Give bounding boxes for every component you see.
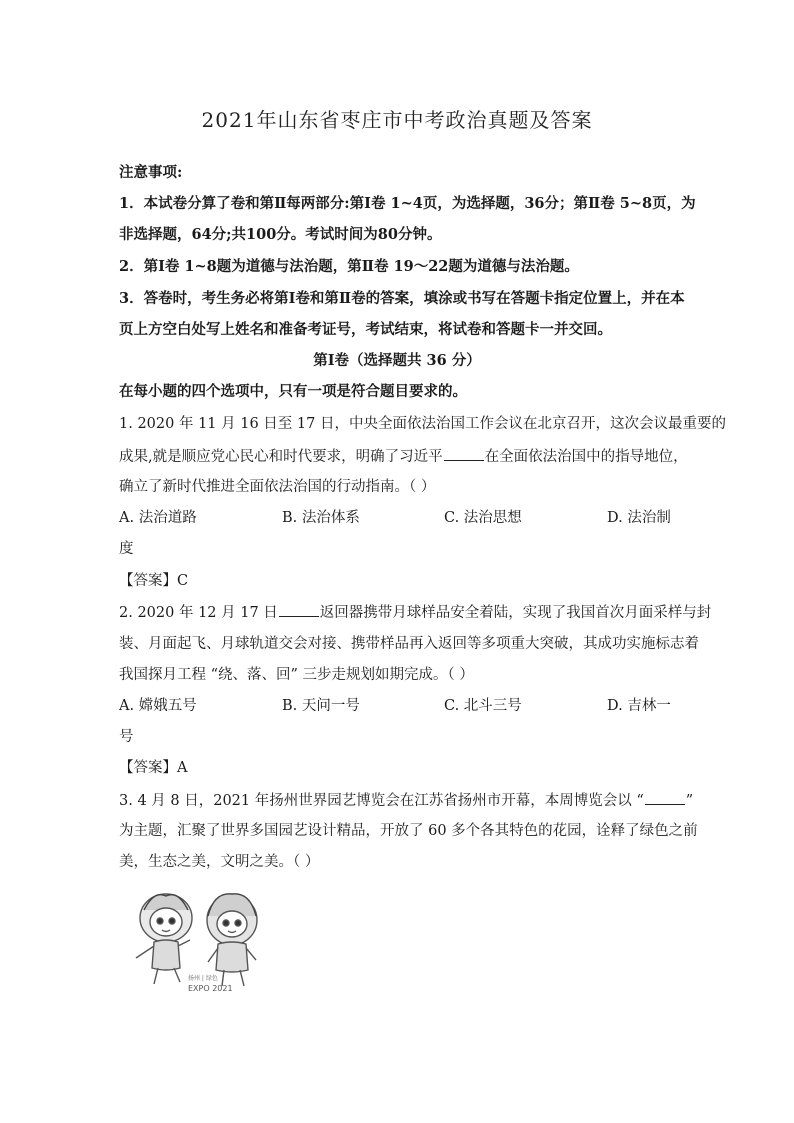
q2-answer: 【答案】A: [119, 760, 188, 776]
q2-option-b: B. 天问一号: [282, 698, 360, 714]
q1-line-3: 确立了新时代推进全面依法治国的行动指南。（ ）: [119, 479, 436, 495]
q1-option-c: C. 法治思想: [444, 510, 522, 526]
notice-3-line-2: 页上方空白处写上姓名和准备考证号，考试结束，将试卷和答题卡一并交回。: [119, 321, 612, 338]
q2-line-1-pre: 2. 2020 年 12 月 17 日: [119, 605, 278, 621]
q3-line-1: [119, 790, 694, 811]
q3-blank: [645, 790, 685, 805]
q3-line-3: 美，生态之美，文明之美。（ ）: [119, 854, 320, 870]
q1-line-2: [119, 446, 688, 467]
q1-blank: [444, 446, 484, 461]
q2-option-c: C. 北斗三号: [444, 698, 522, 714]
section-title: 第Ⅰ卷（选择题共 36 分）: [313, 352, 481, 369]
notice-1-line-1: 1．本试卷分算了卷和第Ⅱ每两部分:第Ⅰ卷 1~4页，为选择题，36分；第Ⅱ卷 5~8页，为: [119, 195, 696, 212]
mascot-right: [207, 894, 257, 986]
q1-line-1: 1. 2020 年 11 月 16 日至 17 日，中央全面依法治国工作会议在北京召开，这次会议最重要的: [119, 416, 726, 432]
section-instruction: 在每小题的四个选项中，只有一项是符合题目要求的。: [119, 383, 467, 400]
q2-blank: [279, 602, 319, 617]
q2-line-1-post: 返回器携带月球样品安全着陆，实现了我国首次月面采样与封: [319, 605, 712, 621]
q2-option-d: D. 吉林一: [607, 698, 671, 714]
mascot-caption-1: 扬州 | 绿色: [188, 975, 218, 982]
q3-line-2: 为主题，汇聚了世界多国园艺设计精品，开放了 60 多个各其特色的花园，诠释了绿色之前: [119, 823, 698, 839]
q2-option-a: A. 嫦娥五号: [119, 698, 197, 714]
q1-option-a: A. 法治道路: [119, 510, 197, 526]
notice-1-line-2: 非选择题，64分;共100分。考试时间为80分钟。: [119, 226, 442, 243]
q1-option-d-wrap: 度: [119, 541, 134, 557]
q2-line-3: 我国探月工程 “绕、落、回” 三步走规划如期完成。（ ）: [119, 667, 474, 683]
q1-line-2-post: 在全面依法治国中的指导地位，: [484, 449, 688, 465]
notice-3-line-1: 3．答卷时，考生务必将第Ⅰ卷和第Ⅱ卷的答案，填涂或书写在答题卡指定位置上，并在本: [119, 290, 685, 307]
expo-mascots-image: [124, 880, 284, 1000]
q1-answer: 【答案】C: [119, 573, 189, 589]
q3-line-1-post: ”: [685, 793, 694, 809]
mascot-left: [136, 894, 192, 984]
q3-line-1-pre: 3. 4 月 8 日，2021 年扬州世界园艺博览会在江苏省扬州市开幕，本周博览会以 “: [119, 793, 644, 809]
notice-2: 2．第Ⅰ卷 1~8题为道德与法治题，第Ⅱ卷 19～22题为道德与法治题。: [119, 258, 579, 275]
q2-line-2: 装、月面起飞、月球轨道交会对接、携带样品再入返回等多项重大突破，其成功实施标志着: [119, 636, 699, 652]
q2-line-1: [119, 602, 712, 623]
q1-option-d: D. 法治制: [607, 510, 671, 526]
q2-option-d-wrap: 号: [119, 729, 134, 745]
notice-heading: 注意事项:: [119, 164, 183, 181]
page-title: 2021年山东省枣庄市中考政治真题及答案: [201, 108, 593, 132]
mascot-caption-2: EXPO 2021: [188, 984, 233, 993]
q1-line-2-pre: 成果,就是顺应党心民心和时代要求，明确了习近平: [119, 449, 443, 465]
q1-option-b: B. 法治体系: [282, 510, 360, 526]
